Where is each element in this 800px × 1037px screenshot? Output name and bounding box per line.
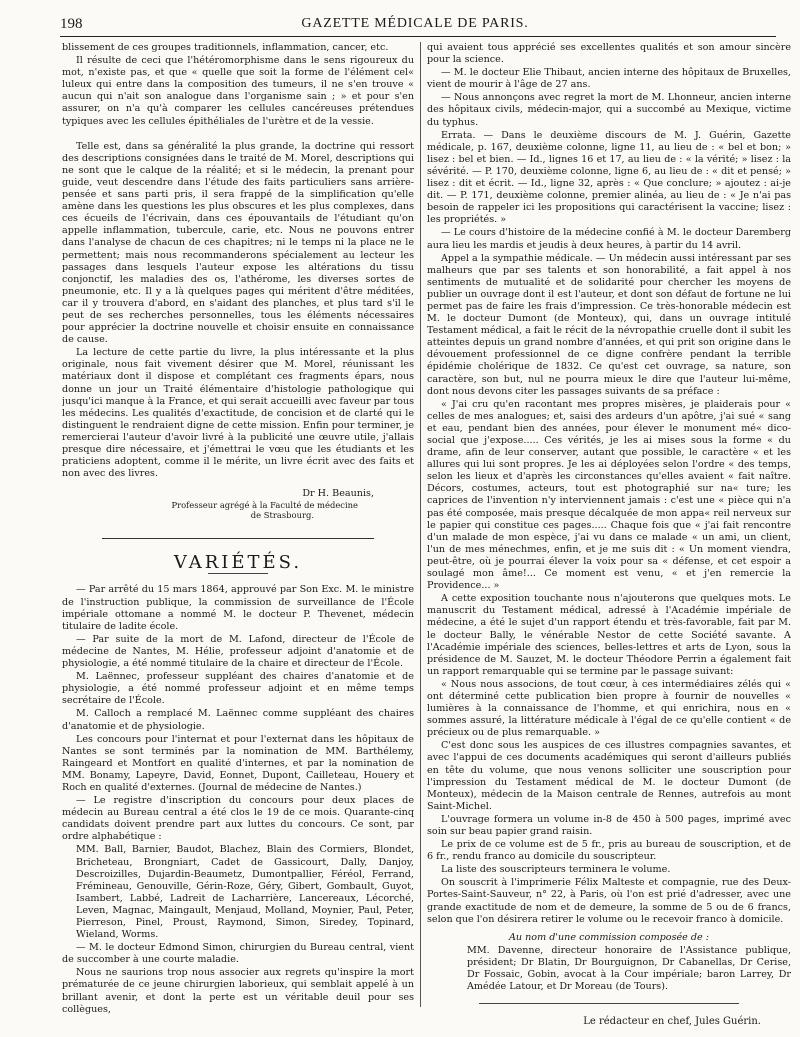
left-paragraph: Il résulte de ceci que l'hétéromorphisme dans le sens rigoureux du mot, n'existe pas, et que « quelle que soit la forme de l'élément cel« luleux qui entre dans la composition des tumeurs, il ne s'en trouve « aucun qui n'ait son analogue dans l'organisme sain ; » et pour s'en assurer, on n'a qu'à comparer les cellules cancéreuses prétendues typiques avec les cellules épithéliales de l'urètre et de la vessie.: [62, 55, 414, 127]
varietes-item: — M. le docteur Edmond Simon, chirurgien du Bureau central, vient de succomber à une courte maladie.: [62, 942, 414, 966]
right-paragraph: — M. le docteur Elie Thibaut, ancien interne des hôpitaux de Bruxelles, vient de mourir à l'âge de 27 ans.: [427, 67, 791, 91]
left-column: [62, 42, 414, 1029]
page-number: 198: [60, 16, 83, 32]
varietes-item: Les concours pour l'internat et pour l'externat dans les hôpitaux de Nantes se sont terminés par la nomination de MM. Barthélemy, Raingeard et Montfort en qualité d'internes, et par la nomination de MM. Bonamy, Lapeyre, David, Eonnet, Dupont, Cailleteau, Houery et Roch en qualité d'externes. (Journal de médecine de Nantes.): [62, 733, 414, 793]
left-paragraph: Telle est, dans sa généralité la plus grande, la doctrine qui ressort des descriptions consignées dans le traité de M. Morel, descriptions qui ne sont que le calque de la réalité; et si le médecin, la prenant pour guide, veut descendre dans l'étude des faits particuliers sans arrière-pensée et sans parti pris, il sera frappé de la simplification qu'elle amène dans les questions les plus obscures et les plus complexes, dans ces écueils de l'écrivain, dans ces épouvantails de l'étudiant qu'on appelle inflammation, tubercule, carie, etc. Nous ne pouvons entrer dans l'analyse de chacun de ces chapitres; ni le temps ni la place ne le permettent; mais nous recommanderons spécialement au lecteur les passages dans lesquels l'auteur expose les altérations du tissu conjonctif, les maladies des os, l'athérome, les diverses sortes de pneumonie, etc. Il y a là quelques pages qui méritent d'être méditées, car il y trouvera d'abord, en s'aidant des planches, et plus tard s'il le peut de ses recherches personnelles, tous les éléments nécessaires pour apprécier la doctrine nouvelle et choisir ensuite en connaissance de cause.: [62, 140, 414, 346]
right-paragraph: C'est donc sous les auspices de ces illustres compagnies savantes, et avec l'appui de ces documents académiques qui seront d'ailleurs publiés en tête du volume, que nous venons solliciter une souscription pour l'impression du Testament médical de M. le docteur Dumont (de Monteux), médecin de la Maison centrale de Rennes, autrefois au mont Saint-Michel.: [427, 740, 791, 812]
right-paragraph: Le prix de ce volume est de 5 fr., pris au bureau de souscription, et de 6 fr., rendu franco au domicile du souscripteur.: [427, 839, 791, 863]
quote-paragraph: « J'ai cru qu'en racontant mes propres misères, je plaiderais pour « celles de mes analogues; et, saisi des ardeurs d'un apôtre, j'ai sué « sang et eau, pendant bien des années, pour élever le monument mé« dico-social que j'expose..... Ces vérités, je les ai mises sous la forme « du drame, afin de leur conserver, autant que possible, le caractère « et les allures qui lui sont propres. Je les ai déployées selon l'ordre « des temps, selon les lieux et d'après les circonstances qu'elles avaient « fait naître. Décors, costumes, acteurs, tout est photographié sur na« ture; les caprices de l'invention n'y interviennent jamais : c'est une « pièce qui n'a pas été composée, mais presque décalquée de mon appa« reil nerveux sur le papier qui constitue ces pages..... Chaque fois que « j'ai fait rencontre d'un malade de mon espèce, j'ai vu dans ce malade « un ami, un client, l'un de mes ménechmes, enfin, et je me suis dit : « Un moment viendra, peut-être, où je pourrai élever la voix pour sa « défense, et cet espoir a soulagé mon âme!... Ce moment est venu, « et j'en remercie la Providence... »: [427, 398, 791, 592]
signature-place: de Strasbourg.: [250, 510, 314, 521]
section-title: VARIÉTÉS.: [173, 552, 303, 574]
commission-heading: Au nom d'une commission composée de :: [508, 931, 710, 943]
signature-title: Professeur agrégé à la Faculté de médecine: [171, 500, 358, 511]
varietes-item: — Le registre d'inscription du concours pour deux places de médecin au Bureau central a été clos le 19 de ce mois. Quarante-cinq candidats doivent prendre part aux luttes du concours. Ce sont, par ordre alphabétique :: [62, 795, 414, 843]
left-paragraph: La lecture de cette partie du livre, la plus intéressante et la plus originale, nous fait vivement désirer que M. Morel, réunissant les matériaux dont il dispose et complétant ces fragments épars, nous donne un jour un Traité élémentaire d'histologie pathologique qui jusqu'ici manque à la France, et qui serait accueilli avec faveur par tous les médecins. Les qualités d'exactitude, de concision et de clarté qui le distinguent le rendraient digne de cette mission. Enfin pour terminer, je remercierai l'auteur d'avoir livré à la publicité une œuvre utile, j'allais presque dire nécessaire, et j'émettrai le vœu que les étudiants et les praticiens adoptent, comme il le mérite, un livre écrit avec des faits et non avec des livres.: [62, 347, 414, 480]
candidate-list: MM. Ball, Barnier, Baudot, Blachez, Blain des Cormiers, Blondet, Bricheteau, Brongniart, Cadet de Gassicourt, Dally, Danjoy, Descroizilles, Dujardin-Beaumetz, Dumontpallier, Féréol, Ferrand, Frémineau, Genouville, Gérin-Roze, Géry, Gibert, Gombault, Guyot, Isambert, Labbé, Ladreit de Lacharrière, Lancereaux, Lécorché, Leven, Magnac, Maingault, Menjaud, Molland, Moynier, Paul, Peter, Pierreson, Pinel, Proust, Raymond, Simon, Siredey, Topinard, Wieland, Worms.: [76, 844, 414, 941]
right-paragraph: La liste des souscripteurs terminera le volume.: [441, 864, 671, 876]
varietes-item: — Par suite de la mort de M. Lafond, directeur de l'École de médecine de Nantes, M. Hélie, professeur adjoint d'anatomie et de physiologie, a été nommé titulaire de la chaire et directeur de l'École.: [62, 633, 414, 670]
varietes-item: — Par arrêté du 15 mars 1864, approuvé par Son Exc. M. le ministre de l'instruction publique, la commission de surveillance de l'École impériale ottomane a nommé M. le docteur P. Thevenet, médecin titulaire de ladite école.: [62, 584, 414, 632]
varietes-item: Nous ne saurions trop nous associer aux regrets qu'inspire la mort prématurée de ce jeune chirurgien laborieux, qui semblait appelé à un brillant avenir, et dont la perte est un véritable deuil pour ses collègues,: [62, 967, 414, 1015]
signature-name: Dr H. Beaunis,: [302, 488, 374, 500]
left-paragraph: blissement de ces groupes traditionnels, inflammation, cancer, etc.: [62, 42, 389, 53]
section-divider: [102, 538, 374, 539]
right-paragraph: — Le cours d'histoire de la médecine confié à M. le docteur Daremberg aura lieu les mardis et jeudis à deux heures, à partir du 14 avril.: [427, 227, 791, 251]
appeal-paragraph: Appel a la sympathie médicale. — Un médecin aussi intéressant par ses malheurs que par ses talents et son honorabilité, a fait appel à nos sentiments de mutualité et de solidarité pour chercher les moyens de publier un ouvrage dont il est l'auteur, et dont son défaut de fortune ne lui permet pas de faire les frais d'impression. Ce très-honorable médecin est M. le docteur Dumont (de Monteux), qui, dans un ouvrage intitulé Testament médical, a fait le récit de la névropathie cruelle dont il subit les atteintes depuis un grand nombre d'années, et qui prit son origine dans le dévouement professionnel de ce digne confrère pendant la terrible épidémie cholérique de 1832. Ce qu'est cet ouvrage, sa nature, son caractère, son but, nul ne pourra mieux le dire que l'auteur lui-même, dont nous devons citer les passages suivants de sa préface :: [427, 252, 791, 397]
varietes-item: M. Laënnec, professeur suppléant des chaires d'anatomie et de physiologie, a été nommé professeur adjoint et en même temps secrétaire de l'École.: [62, 671, 414, 707]
right-paragraph: — Nous annonçons avec regret la mort de M. Lhonneur, ancien interne des hôpitaux civils, médecin-major, qui a succombé au Mexique, victime du typhus.: [427, 92, 791, 128]
right-paragraph: A cette exposition touchante nous n'ajouterons que quelques mots. Le manuscrit du Testament médical, adressé à l'Académie impériale de médecine, a été le sujet d'un rapport étendu et très-favorable, fait par M. le docteur Bally, le vénérable Nestor de cette Société savante. A l'Académie impériale des sciences, belles-lettres et arts de Lyon, sous la présidence de M. Sauzet, M. le docteur Théodore Perrin a également fait un rapport remarquable qui se termine par le passage suivant:: [427, 593, 791, 677]
right-paragraph: qui avaient tous apprécié ses excellentes qualités et son amour sincère pour la science.: [427, 42, 791, 66]
running-head: GAZETTE MÉDICALE DE PARIS.: [301, 16, 529, 31]
editor-signature: Le rédacteur en chef, Jules Guérin.: [583, 1016, 761, 1028]
right-column: [427, 42, 791, 1029]
varietes-item: M. Calloch a remplacé M. Laënnec comme suppléant des chaires d'anatomie et de physiologie.: [62, 708, 414, 732]
column-divider: [420, 42, 421, 1007]
section-title-underline: [208, 573, 268, 574]
commission-members: MM. Davenne, directeur honoraire de l'Assistance publique, président; Dr Blatin, Dr Bourguignon, Dr Cabanellas, Dr Cerise, Dr Fossaic, Gobin, avocat à la Cour impériale; baron Larrey, Dr Amédée Latour, et Dr Moreau (de Tours).: [467, 944, 791, 993]
page-header: [60, 14, 770, 36]
right-paragraph: On souscrit à l'imprimerie Félix Malteste et compagnie, rue des Deux-Portes-Saint-Sauveur, n° 22, à Paris, où l'on est prié d'adresser, avec une grande exactitude de nom et de demeure, la somme de 5 ou de 6 francs, selon que l'on désirera retirer le volume ou le recevoir franco à domicile.: [427, 877, 791, 925]
quote-paragraph: « Nous nous associons, de tout cœur, à ces intermédiaires zélés qui « ont déterminé cette publication bien propre à fournir de nouvelles « lumières à la connaissance de l'homme, et qui enrichira, nous en « sommes assuré, la littérature médicale à l'égal de ce qu'elle contient « de précieux ou de plus remarquable. »: [427, 678, 791, 739]
right-paragraph: L'ouvrage formera un volume in-8 de 450 à 500 pages, imprimé avec soin sur beau papier grand raisin.: [427, 813, 791, 837]
errata-paragraph: Errata. — Dans le deuxième discours de M. J. Guérin, Gazette médicale, p. 167, deuxième colonne, ligne 11, au lieu de : « bel et bon; » lisez : bel et bien. — Id., lignes 16 et 17, au lieu de : « la vérité; » lisez : la sévérité. — P. 170, deuxième colonne, ligne 6, au lieu de : « dit et pensé; » lisez : dit et écrit. — Id., ligne 32, après : « Que conclure; » ajoutez : ai-je dit. — P. 171, deuxième colonne, premier alinéa, au lieu de : « Je n'ai pas besoin de rappeler ici les propositions qui caractérisent la vaccine; lisez : les propriétés. »: [427, 129, 791, 226]
closing-rule: [479, 1003, 739, 1004]
header-rule: [60, 36, 776, 37]
